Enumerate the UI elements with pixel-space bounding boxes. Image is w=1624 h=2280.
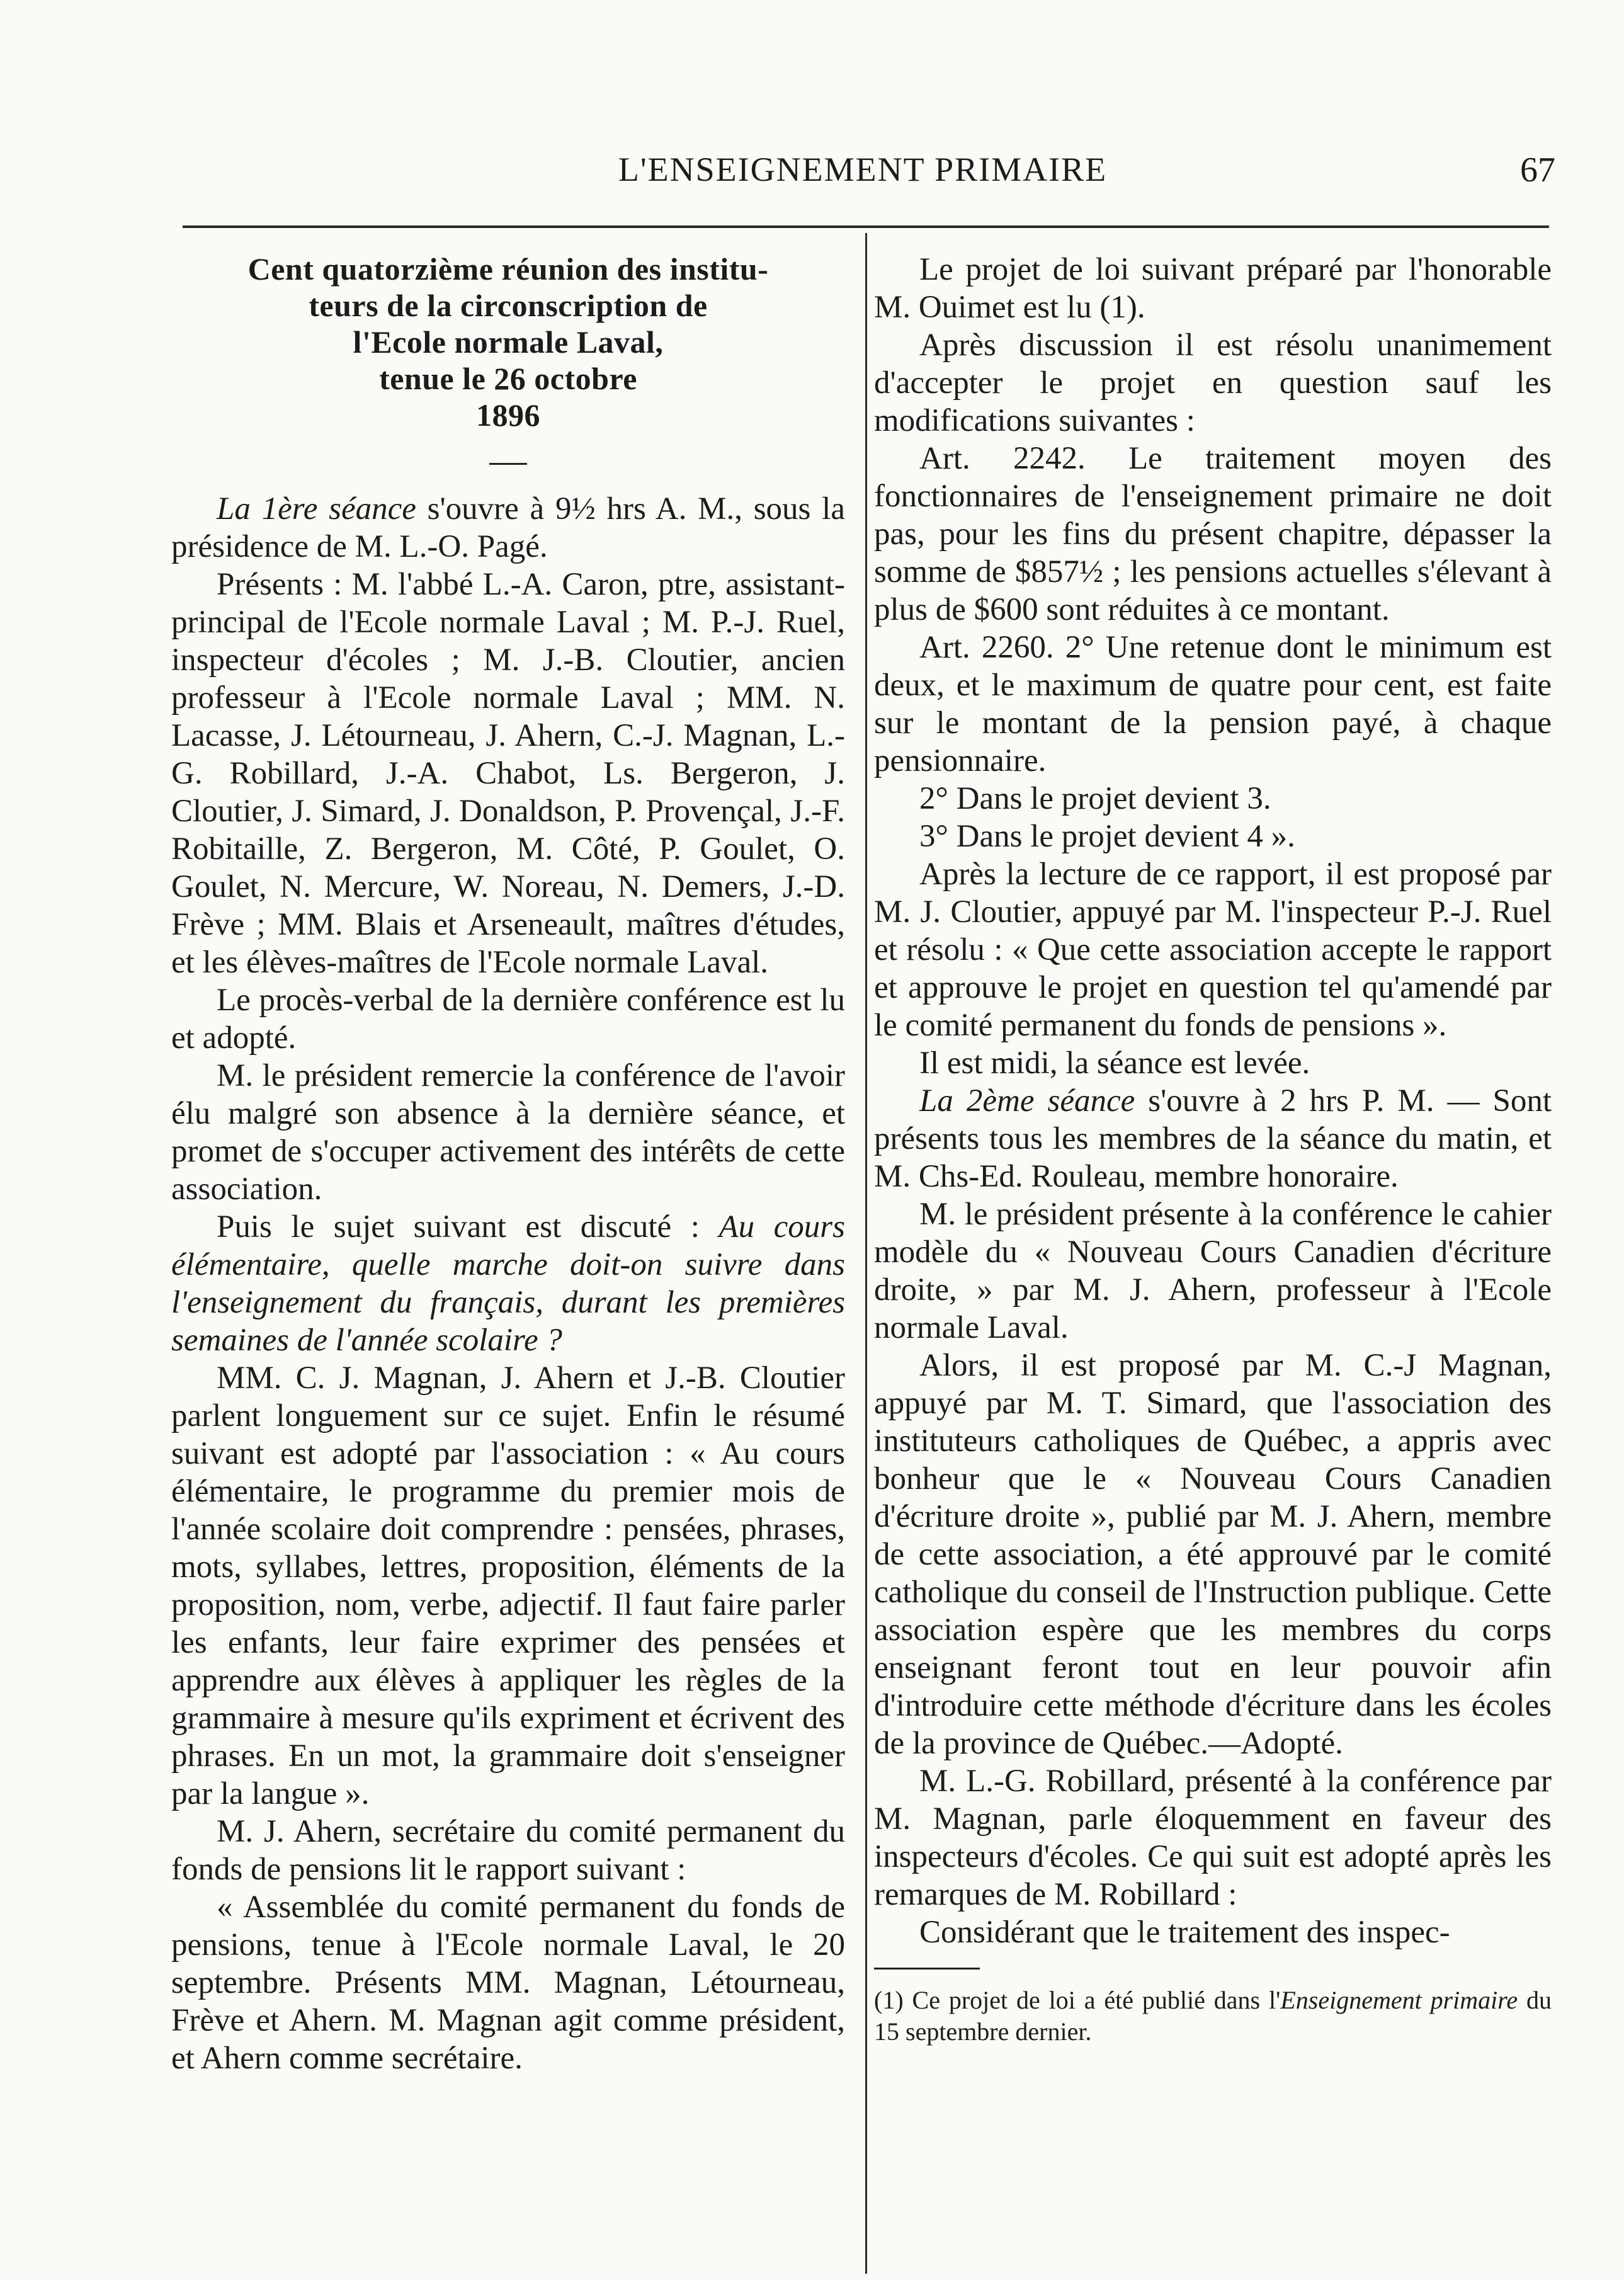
session-label: La 2ème séance [919,1083,1135,1119]
running-title: L'ENSEIGNEMENT PRIMAIRE [618,151,1108,188]
paragraph: Alors, il est proposé par M. C.-J Magnan, appuyé par M. T. Simard, que l'association des instituteurs catholiques de Québec, a appris avec bonheur que le « Nouveau Cours Canadien d'écriture droite », publié par M. J. Ahern, membre de cette association, a été approuvé par le comité catholique du conseil de l'Instruction publique. Cette association espère que les membres du corps enseignant feront tout en leur pouvoir afin d'introduire cette méthode d'écriture dans les écoles de la province de Québec.—Adopté. [874,1348,1552,1761]
paragraph: 3° Dans le projet devient 4 ». [919,819,1295,854]
paragraph: M. le président remercie la conférence de l'avoir élu malgré son absence à la dernière séance, et promet de s'occuper activement des intérêts de cette association. [171,1058,845,1207]
running-header [170,150,1555,194]
paragraph: 2° Dans le projet devient 3. [919,781,1271,816]
session-label: La 1ère séance [217,491,416,527]
paragraph: M. le président présente à la conférence le cahier modèle du « Nouveau Cours Canadien d'écriture droite, » par M. J. Ahern, professeur à l'Ecole normale Laval. [874,1197,1552,1345]
page-number: 67 [1520,151,1555,190]
section-separator [171,442,845,480]
paragraph: « Assemblée du comité permanent du fonds de pensions, tenue à l'Ecole normale Laval, le 20 septembre. Présents MM. Magnan, Létourneau, Frève et Ahern. M. Magnan agit comme président, et Ahern comme secrétaire. [171,1890,845,2076]
paragraph: Le procès-verbal de la dernière conférence est lu et adopté. [171,983,845,1056]
paragraph: M. J. Ahern, secrétaire du comité permanent du fonds de pensions lit le rapport suivant : [171,1814,845,1887]
footnote-rule [874,1968,980,1969]
footnote: (1) Ce projet de loi a été publié dans l'Enseignement primaire du 15 septembre dernier. [874,1986,1552,2046]
paragraph: Après la lecture de ce rapport, il est proposé par M. J. Cloutier, appuyé par M. l'inspecteur P.-J. Ruel et résolu : « Que cette association accepte le rapport et approuve le projet en question tel qu'amendé par le comité permanent du fonds de pensions ». [874,857,1552,1043]
paragraph: Après discussion il est résolu unanimement d'accepter le projet en question sauf les modifications suivantes : [874,328,1552,438]
paragraph: La 1ère séance s'ouvre à 9½ hrs A. M., sous la présidence de M. L.-O. Pagé. [171,491,845,564]
heading-line: teurs de la circonscription de [309,288,708,323]
column-divider [865,233,867,2274]
paragraph: Le projet de loi suivant préparé par l'honorable M. Ouimet est lu (1). [874,252,1552,325]
header-rule [183,225,1549,228]
paragraph: Art. 2242. Le traitement moyen des fonctionnaires de l'enseignement primaire ne doit pas, pour les fins du présent chapitre, dépasser la somme de $857½ ; les pensions actuelles s'élevant à plus de $600 sont réduites à ce montant. [874,441,1552,627]
heading-line: Cent quatorzième réunion des institu- [247,251,769,287]
paragraph: La 2ème séance s'ouvre à 2 hrs P. M. — Sont présents tous les membres de la séance du matin, et M. Chs-Ed. Rouleau, membre honoraire. [874,1083,1552,1194]
paragraph: MM. C. J. Magnan, J. Ahern et J.-B. Cloutier parlent longuement sur ce sujet. Enfin le résumé suivant est adopté par l'association : « Au cours élémentaire, le programme du premier mois de l'année scolaire doit comprendre : pensées, phrases, mots, syllabes, lettres, proposition, éléments de la proposition, nom, verbe, adjectif. Il faut faire parler les enfants, leur faire exprimer des pensées et apprendre aux élèves à appliquer les règles de la grammaire à mesure qu'ils expriment et écrivent des phrases. En un mot, la grammaire doit s'enseigner par la langue ». [171,1360,845,1811]
heading-line: l'Ecole normale Laval, [353,324,664,360]
left-column [171,251,845,2077]
right-column [874,251,1552,2048]
paragraph: Puis le sujet suivant est discuté : Au cours élémentaire, quelle marche doit-on suivre dans l'enseignement du français, durant les premières semaines de l'année scolaire ? [171,1209,845,1358]
paragraph: Considérant que le traitement des inspec- [919,1915,1450,1950]
heading-line: tenue le 26 octobre [379,361,637,396]
meeting-heading [176,251,840,433]
paragraph: Art. 2260. 2° Une retenue dont le minimum est deux, et le maximum de quatre pour cent, est faite sur le montant de la pension payé, à chaque pensionnaire. [874,630,1552,778]
discussion-question: Au cours élémentaire, quelle marche doit-on suivre dans l'enseignement du français, durant les premières semaines de l'année scolaire ? [171,1209,845,1358]
heading-line: 1896 [476,397,540,433]
paragraph: M. L.-G. Robillard, présenté à la conférence par M. Magnan, parle éloquemment en faveur des inspecteurs d'écoles. Ce qui suit est adopté après les remarques de M. Robillard : [874,1764,1552,1912]
paragraph: Présents : M. l'abbé L.-A. Caron, ptre, assistant-principal de l'Ecole normale Laval ; M. P.-J. Ruel, inspecteur d'écoles ; M. J.-B. Cloutier, ancien professeur à l'Ecole normale Laval ; MM. N. Lacasse, J. Létourneau, J. Ahern, C.-J. Magnan, L.-G. Robillard, J.-A. Chabot, Ls. Bergeron, J. Cloutier, J. Simard, J. Donaldson, P. Provençal, J.-F. Robitaille, Z. Bergeron, M. Côté, P. Goulet, O. Goulet, N. Mercure, W. Noreau, N. Demers, J.-D. Frève ; MM. Blais et Arseneault, maîtres d'études, et les élèves-maîtres de l'Ecole normale Laval. [171,567,845,980]
paragraph: Il est midi, la séance est levée. [919,1046,1310,1081]
